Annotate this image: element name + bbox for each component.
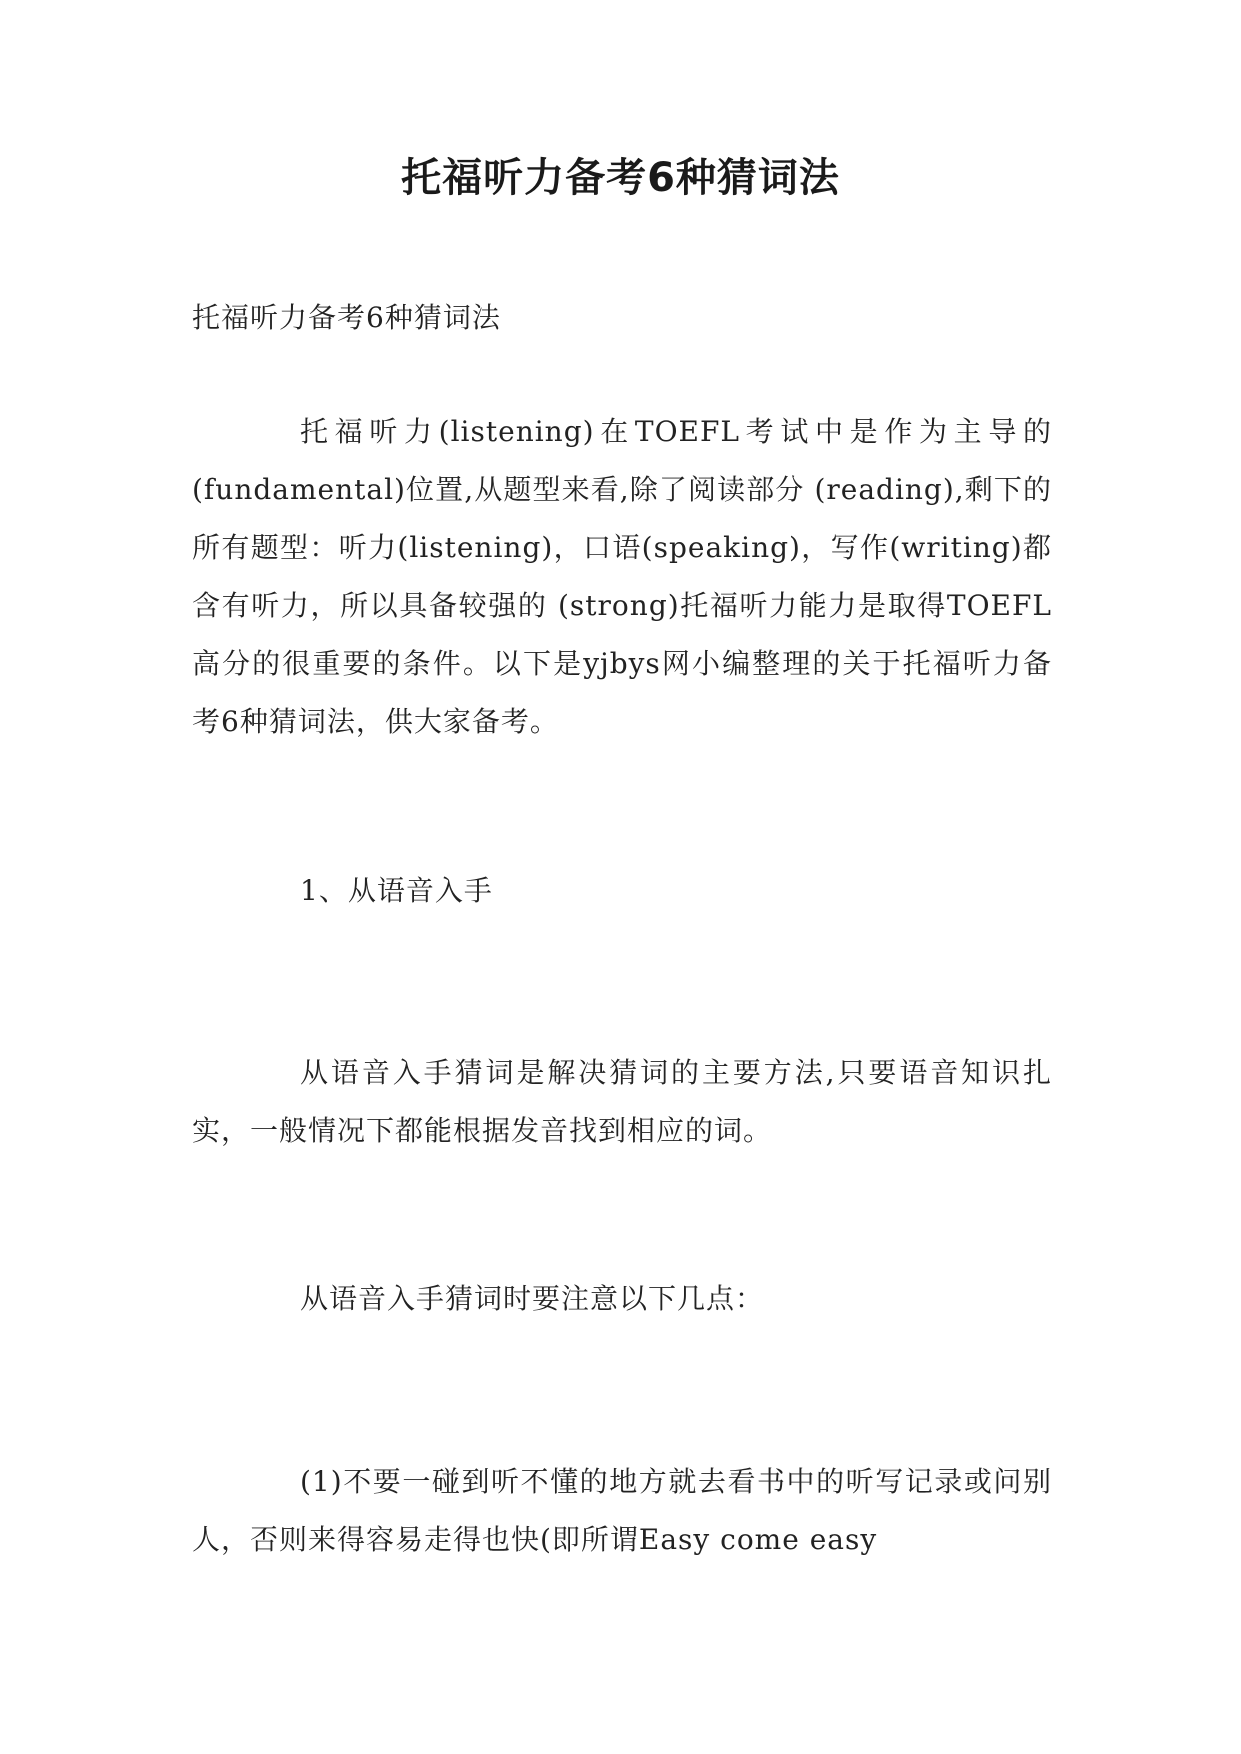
intro-paragraph: 托福听力(listening)在TOEFL考试中是作为主导的(fundamental)位置,从题型来看,除了阅读部分 (reading),剩下的所有题型：听力(listening)，口语(speaking)，写作(writing)都含有听力，所以具备较强的 (strong)托福听力能力是取得TOEFL高分的很重要的条件。以下是yjbys网小编整理的关于托福听力备考6种猜词法，供大家备考。 bbox=[192, 415, 1052, 738]
body-paragraph-1: 从语音入手猜词是解决猜词的主要方法,只要语音知识扎实，一般情况下都能根据发音找到相应的词。 bbox=[192, 1056, 1052, 1147]
section-heading: 1、从语音入手 bbox=[300, 874, 493, 907]
subtitle-paragraph: 托福听力备考6种猜词法 bbox=[192, 301, 501, 334]
body-paragraph-2: 从语音入手猜词时要注意以下几点： bbox=[300, 1282, 765, 1315]
body-paragraph-3: (1)不要一碰到听不懂的地方就去看书中的听写记录或问别人，否则来得容易走得也快(即所谓Easy come easy bbox=[192, 1465, 1052, 1556]
document-title: 托福听力备考6种猜词法 bbox=[401, 155, 840, 201]
